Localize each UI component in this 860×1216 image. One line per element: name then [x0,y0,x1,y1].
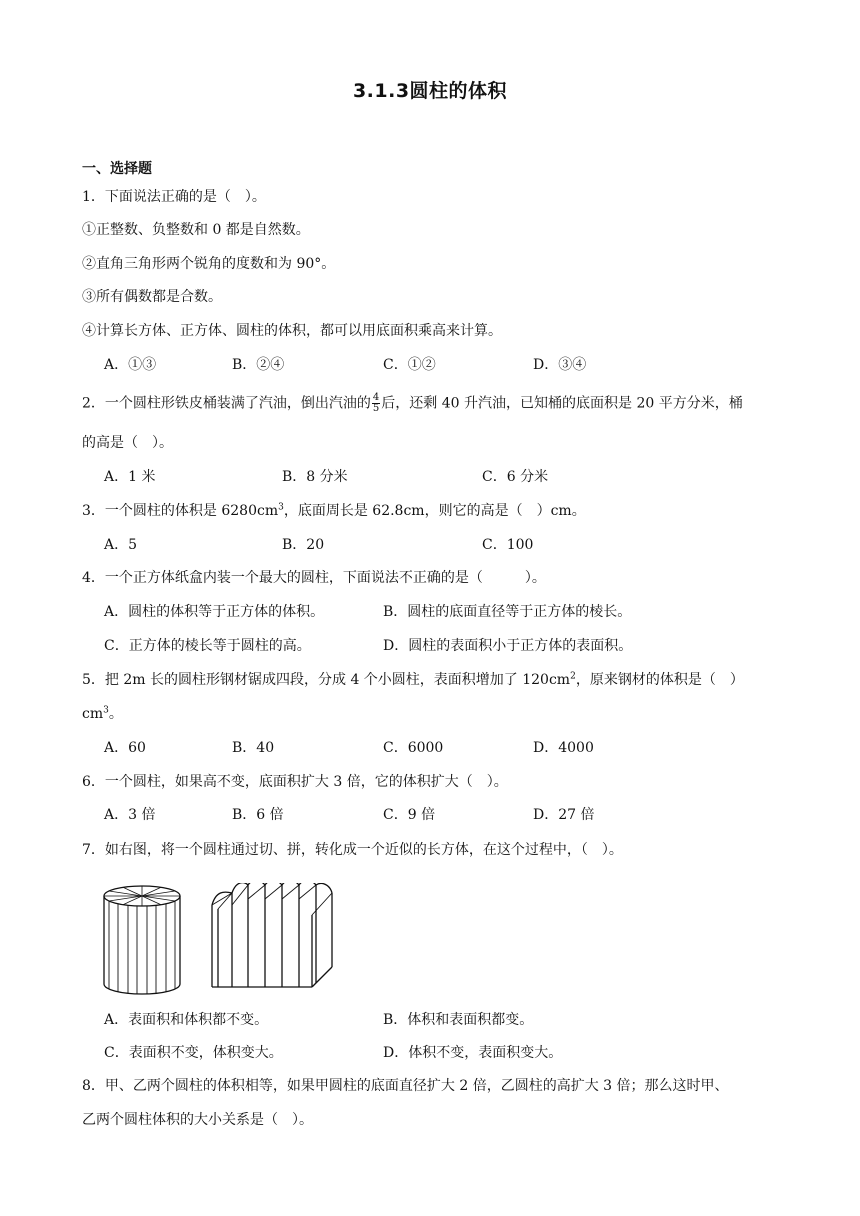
q5-option-a: A．60 [104,740,146,756]
q6-stem: 6．一个圆柱，如果高不变，底面积扩大 3 倍，它的体积扩大（ ）。 [82,774,508,790]
q4-stem: 4．一个正方体纸盒内装一个最大的圆柱，下面说法不正确的是（ ）。 [82,570,546,586]
q5-stem-post: ，原来钢材的体积是（ ） [575,672,744,688]
q5-stem-line2 [82,704,123,724]
q8-stem-line2: 乙两个圆柱体积的大小关系是（ ）。 [82,1112,313,1128]
q5-superscript: 2 [570,671,576,682]
q3-stem-pre: 3．一个圆柱的体积是 6280cm [82,503,279,519]
q1-statement-3: ③所有偶数都是合数。 [82,289,222,305]
q1-stem: 1．下面说法正确的是（ ）。 [82,189,266,205]
q1-option-a: A．①③ [104,357,157,373]
q5-option-c: C．6000 [383,740,444,756]
q4-option-a: A．圆柱的体积等于正方体的体积。 [104,604,325,620]
q2-option-c: C．6 分米 [482,469,549,485]
q7-option-d: D．体积不变，表面积变大。 [383,1045,563,1061]
q1-statement-2: ②直角三角形两个锐角的度数和为 90°。 [82,256,336,272]
q4-option-b: B．圆柱的底面直径等于正方体的棱长。 [383,604,632,620]
q5-option-b: B．40 [232,740,275,756]
q1-statement-4: ④计算长方体、正方体、圆柱的体积，都可以用底面积乘高来计算。 [82,323,502,339]
q2-stem-post: 后，还剩 40 升汽油，已知桶的底面积是 20 平方分米，桶 [381,395,743,412]
cylinder-shape [104,886,180,994]
q5-line2-superscript: 3 [103,705,109,716]
q2-fraction-numerator: 4 [372,392,380,403]
q2-fraction-denominator: 5 [372,403,380,414]
q6-option-d: D．27 倍 [533,807,595,823]
q1-option-c: C．①② [383,357,436,373]
cylinder-to-cuboid-figure [100,883,340,999]
q7-option-a: A．表面积和体积都不变。 [104,1012,269,1028]
q2-option-b: B．8 分米 [282,469,348,485]
q7-stem: 7．如右图，将一个圆柱通过切、拼，转化成一个近似的长方体，在这个过程中，（ ）。 [82,842,623,858]
cylinder-cuboid-drawing [100,883,340,995]
q6-option-a: A．3 倍 [104,807,156,823]
q3-superscript: 3 [278,502,284,513]
q4-option-d: D．圆柱的表面积小于正方体的表面积。 [383,638,633,654]
q1-option-b: B．②④ [232,357,285,373]
q6-option-c: C．9 倍 [383,807,436,823]
q3-stem [82,501,586,521]
q7-option-b: B．体积和表面积都变。 [383,1012,534,1028]
page-title: 3.1.3圆柱的体积 [352,80,508,102]
q1-statement-1: ①正整数、负整数和 0 都是自然数。 [82,222,310,238]
q3-option-a: A．5 [104,537,138,553]
q5-stem [82,670,744,690]
q8-stem-line1: 8．甲、乙两个圆柱的体积相等，如果甲圆柱的底面直径扩大 2 倍，乙圆柱的高扩大 3 倍；那么这时甲、 [82,1078,729,1094]
section-heading: 一、选择题 [82,161,152,177]
cuboid-shape [212,883,332,987]
q2-option-a: A．1 米 [104,469,156,485]
q2-stem [82,393,743,414]
q5-stem-pre: 5．把 2m 长的圆柱形钢材锯成四段，分成 4 个小圆柱，表面积增加了 120cm [82,672,571,688]
q5-line2-pre: cm [82,706,104,722]
q5-line2-post: 。 [108,706,123,722]
q3-option-b: B．20 [282,537,325,553]
q4-option-c: C．正方体的棱长等于圆柱的高。 [104,638,311,654]
q5-option-d: D．4000 [533,740,594,756]
q2-fraction [372,393,380,414]
q6-option-b: B．6 倍 [232,807,284,823]
q3-stem-post: ，底面周长是 62.8cm，则它的高是（ ）cm。 [283,503,586,519]
q2-stem-line2: 的高是（ ）。 [82,435,173,451]
q7-option-c: C．表面积不变，体积变大。 [104,1045,283,1061]
q2-stem-pre: 2．一个圆柱形铁皮桶装满了汽油，倒出汽油的 [82,395,371,412]
q3-option-c: C．100 [482,537,534,553]
q1-option-d: D．③④ [533,357,587,373]
